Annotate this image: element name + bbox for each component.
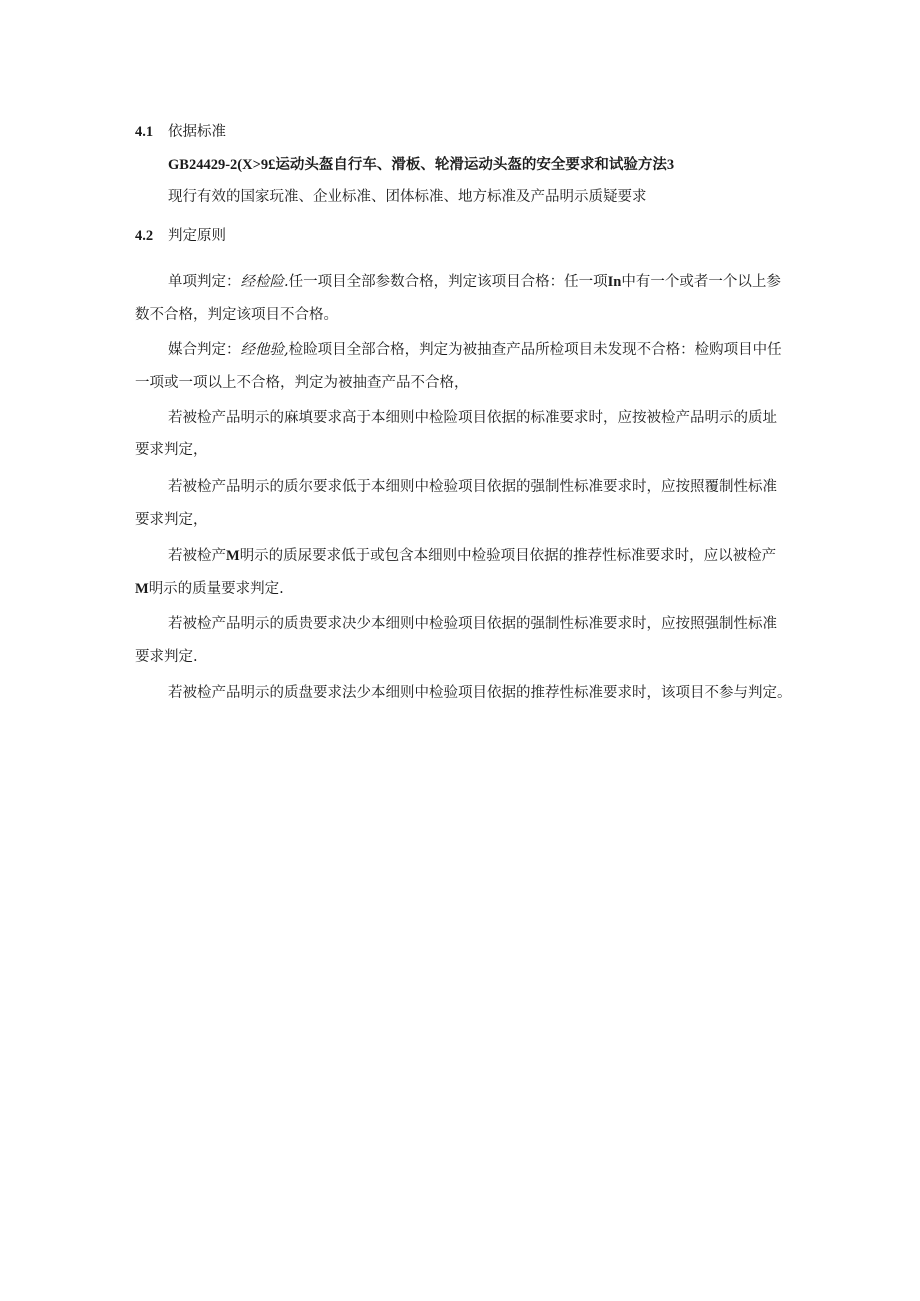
- standard-title: 运动头盔自行车、滑板、轮滑运动头盔的安全要求和试验方法: [275, 156, 667, 173]
- comprehensive-rest: 检睑项目全部合格，判定为被抽查产品所检项目未发现不合格：检购项目中任: [288, 342, 782, 358]
- single-item-bold: In: [607, 274, 622, 290]
- paragraph-6-line1: 若被检产品明示的质贵要求决少本细则中检验项目依据的强制性标准要求时，应按照强制性标准: [168, 616, 777, 632]
- other-standards: 现行有效的国家玩准、企业标准、团体标准、地方标准及产品明示质疑要求: [168, 189, 647, 205]
- p5-line1-a: 若被检产: [168, 548, 226, 564]
- single-item-rest-a: 任一项目全部参数合格，判定该项目合格：任一项: [288, 274, 608, 290]
- paragraph-single-item-line1: [168, 272, 781, 292]
- p5-line1-b: 明示的质尿要求低于或包含本细则中检验项目依据的推荐性标准要求时，应以被检产: [239, 548, 777, 564]
- section-4-1-number: 4.1: [135, 124, 154, 140]
- paragraph-comprehensive-line2: 一项或一项以上不合格，判定为被抽查产品不合格，: [135, 375, 469, 391]
- paragraph-5-line2: [135, 579, 284, 599]
- paragraph-comprehensive-line1: [168, 340, 782, 360]
- single-item-rest-b: 中有一个或者一个以上参: [621, 274, 781, 290]
- paragraph-6-line2: 要求判定.: [135, 649, 198, 665]
- standard-gb24429: [168, 155, 674, 175]
- paragraph-single-item-line2: 数不合格，判定该项目不合格。: [135, 307, 338, 323]
- p5-line2-b: 明示的质量要求判定.: [148, 581, 284, 597]
- section-4-2-title: 判定原则: [168, 228, 226, 244]
- p5-line1-bold: M: [226, 548, 240, 564]
- single-item-lead: 单项判定：: [168, 274, 241, 290]
- paragraph-4-line1: 若被检产品明示的质尔要求低于本细则中检验项目依据的强制性标准要求时，应按照覆制性标准: [168, 479, 777, 495]
- comprehensive-italic: 经他验,: [240, 342, 289, 358]
- standard-code: GB24429-2(X>9£: [168, 157, 276, 173]
- paragraph-3-line1: 若被检产品明示的麻填要求高于本细则中检险项目依据的标准要求时，应按被检产品明示的质址: [168, 410, 777, 426]
- section-4-1-title: 依据标准: [168, 124, 226, 140]
- comprehensive-lead: 媒合判定：: [168, 342, 241, 358]
- paragraph-3-line2: 要求判定，: [135, 442, 208, 458]
- paragraph-4-line2: 要求判定，: [135, 512, 208, 528]
- paragraph-7-line1: 若被检产品明示的质盘要求法少本细则中检验项目依据的推荐性标准要求时，该项目不参与判定。: [168, 685, 792, 701]
- section-4-2-number: 4.2: [135, 228, 154, 244]
- single-item-italic: 经检险.: [240, 274, 289, 290]
- standard-suffix: 3: [666, 157, 675, 173]
- paragraph-5-line1: [168, 546, 776, 566]
- p5-line2-bold: M: [135, 581, 149, 597]
